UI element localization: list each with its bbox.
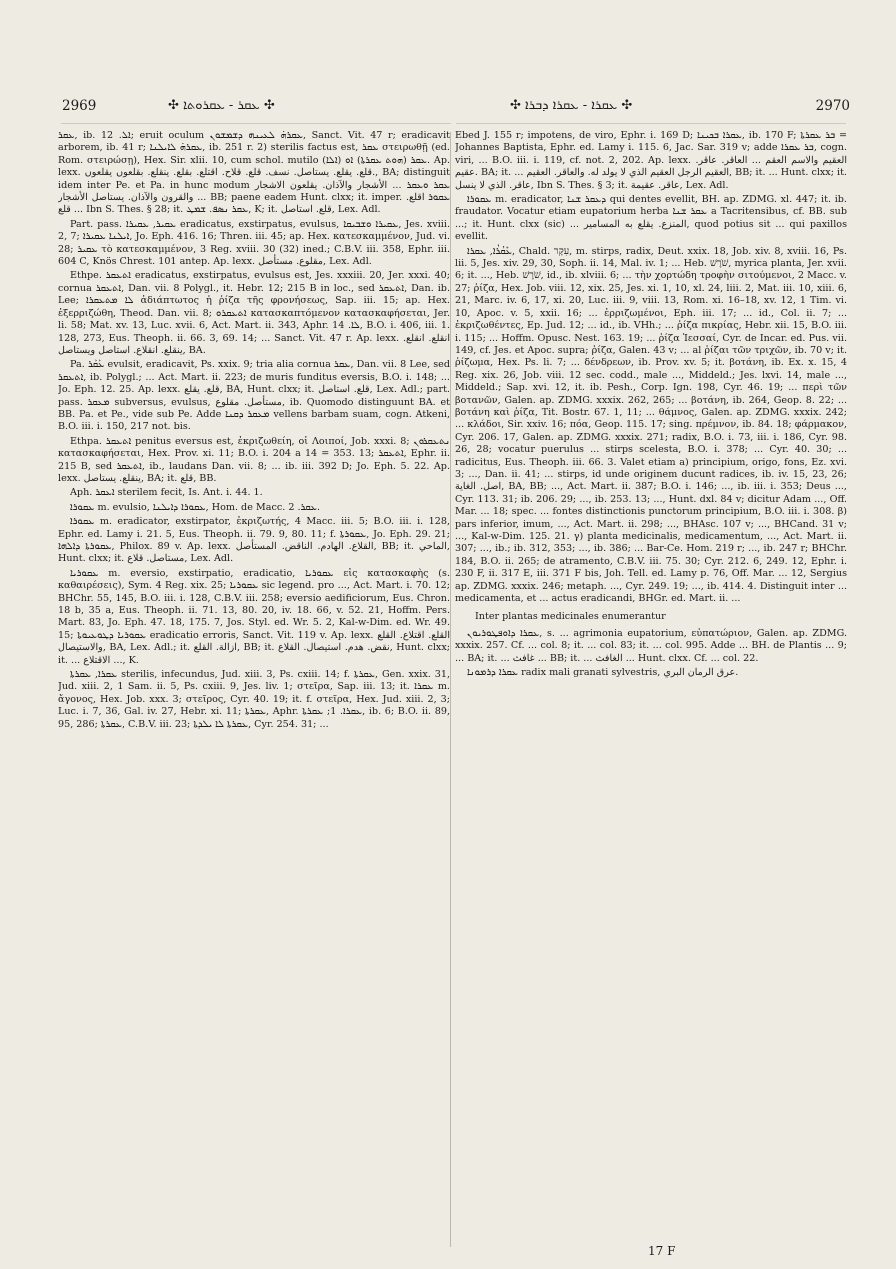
header-rule-right	[456, 123, 846, 124]
entry-paragraph: Aph. ܐܥܩܪ sterilem fecit, Is. Ant. i. 44. 1.	[70, 487, 263, 499]
page-number-left: 2969	[62, 98, 97, 114]
entry-paragraph: Part. pass. ܥܩܝܪ, ܥܩܝܪܐ eradicatus, exstirpatus, evulsus, ܥܩܝܪܐ ܘܫܒܝܩܐ, Jes. xviii. 2, 7; ܐܝܠܢܐ ܥܩܝܪܐ, Jo. Eph. 416. 16; Thren. iii. 45; ap. Hex. κατεσκαμμένον, Jud. vi. 28; ܥܩܝܪ τὸ κατεσκαμμένον, 3 Reg. xviii. 30 (32) ined.; C.B.V. iii. 358, Ephr. iii. 604 C, Knös Chrest. 101 antep. Ap. lexx. مقلوع. مستأصل, Lex. Adl.	[58, 218, 450, 268]
entry-paragraph: ܥܩܘܪܐ m. evulsio, ܥܩܘܪܐ ܕܐܝܠܢܐ, Hom. de Macc. ܥܩܪ. 2.	[70, 501, 321, 513]
entry-paragraph: ܥܩܪܐ ܕܪܡܘܢܐ radix mali granati sylvestris, عرق الرمان البري.	[467, 667, 739, 679]
entry-paragraph: Ebed J. 155 r; impotens, de viro, Ephr. i. 169 D; ܥܩܪܐ ܒܟܝܢܐ, ib. 170 F; ܒܪ ܥܩܪܬܐ = Johannes Baptista, Ephr. ed. Lamy i. 115. 6, Jac. Sar. 319 v; adde ܒܪ ܥܩܪܐ, cogn. viri, ... B.O. iii. i. 119, cf. not. 2, 202. Ap. lexx. العقيم والاسم العقم ... العاقر. عاقر. عقيم. BA; it. ... العقيم الرجل العقيم الذي لا يولد له. والعاقر. العقيم, BB; it. ... Hunt. clxx; it. عاقر. الذي لا ينسل, Ibn S. Thes. § 3; it. عاقر. عقيمة, Lex. Adl.	[455, 130, 847, 191]
entry-paragraph: ܥܩܘܪܐ m. eradicator, ܕܥܩܪ ܫܢܐ qui dentes evellit, BH. ap. ZDMG. xl. 447; it. ib. fraudator. Vocatur etiam eupatorium herba ܥܩܪ ܫܢܐ a Tacritensibus, cf. BB. sub ...; it. Hunt. clxx (sic) ... المنزع. يقلع به المسامير, quod potius sit ... qui paxillos evellit.	[455, 194, 847, 243]
right-column	[455, 130, 847, 1220]
header-rule-left	[61, 123, 451, 124]
running-head-left: ✣ ܥܩܪ - ܥܩܪܘܬܐ ✣	[168, 98, 275, 113]
entry-paragraph: ܥܩܪ, ib. ܐܠ. 12; eruit oculum ܥܩܪܗ̇ ܠܥܝܢܗ ܕܫܡܫܘܢ, Sanct. Vit. 47 r; eradicavit arborem, ib. 41 r; ܥܩܪܗ̇ ܠܐܝܠܢܐ, ib. 251 r. 2) sterilis factus est, ܥܩܪ στειρωθῇ (ed. Rom. στειρώσῃ), Hex. Sir. xlii. 10, cum schol. mutilo (ܐܠܐ) ܥܩܪ (ܗܘܬ ܥܩܪܬܐ) ܐܘ. Ap. lexx. قلع. يقلع. يستاصل. نسف. قلع. قلاح. اقتلع. بقلع. ينقلع. بقلعوں يقلعوں., BA; distinguit idem inter Pe. et Pa. in hunc modum ܥܩܪ ܘܥܩܪ ... الأشجار والآذان. يقلعون الاشجار والقرون والآذان. يستاصل الأشجار ... BB; paene eadem Hunt. clxx; it. imper. ܥܩܘܪ اقلع. قلع ... Ibn S. Thes. § 28; it. ܥܩܪ ܢܣܦ. ܫܡܛ, K; it. قلع. استاصل, Lex. Adl.	[58, 130, 450, 216]
entry-paragraph: ܥܶܩܳܪܳܐ, ܥܩܪܐ, Chald. עִקָּר, m. stirps, radix, Deut. xxix. 18, Job. xiv. 8, xviii. 16, Ps. lii. 5, Jes. xiv. 29, 30, Soph. ii. 14, Mal. iv. 1; ... Heb. שֹׁרֶשׁ, myrica planta, Jer. xvii. 6; it. ..., Heb. שֹׁרֶשׁ, id., ib. xlviii. 6; ... τὴν χορτώδη τροφὴν σιτούμενοι, 2 Macc. v. 27; ῥίζα, Hex. Job. viii. 12, xix. 25, Jes. xi. 1, 10, xl. 24, liii. 2, Mat. iii. 10, xiii. 6, 21, Marc. iv. 6, 17, xi. 20, Luc. iii. 9, viii. 13, Rom. xi. 16–18, xv. 12, 1 Tim. vi. 10, Apoc. v. 5, xxii. 16; ... ἐρριζωμένοι, Eph. iii. 17; ... id., Col. ii. 7; ... ἐκριζωθέντες, Ep. Jud. 12; ... id., ib. VHh.; ... ῥίζα πικρίας, Hebr. xii. 15, B.O. iii. i. 115; ... Hoffm. Opusc. Nest. 163. 19; ... ῥίζα Ἰεσσαί, Cyr. de Incar. ed. Pus. vii. 149, cf. Jes. et Apoc. supra; ῥίζα, Galen. 43 v; ... al ῥίζαι τῶν τριχῶν, ib. 70 v; it. ῥίζωμα, Hex. Ps. li. 7; ... δένδρεων, ib. Prov. xv. 5; it. βοτάνη, ib. Ex. x. 15, 4 Reg. xix. 26, Job. viii. 12 sec. codd., male ..., Middeld.; Jes. lxvi. 14, male ..., Middeld.; Sap. xvi. 12, it. ib. Pesh., Corp. Ign. 198, Cyr. 46. 19; ... περὶ τῶν βοτανῶν, Galen. ap. ZDMG. xxxix. 262, 265; ... βοτάνη, ib. 264, Geop. 8. 22; ... βοτάνη καὶ ῥίζα, Tit. Bostr. 67. 1, 11; ... θάμνος, Galen. ap. ZDMG. xxxix. 242; ... κλάδοι, Sir. xxiv. 16; πόα, Geop. 115. 17; sing. πρέμνον, ib. 84. 18; φάρμακον, Cyr. 206. 17, Galen. ap. ZDMG. xxxix. 271; radix, B.O. i. 73, iii. i. 186, Cyr. 98. 26, 28; vocatur puerulus ... stirps scelesta, B.O. i. 378; ... Cyr. 40. 30; ... radicitus, Eus. Theoph. iii. 66. 3. Valet etiam a) principium, origo, fons, Ez. xvi. 3; ..., Dan. ii. 41; ... stirps, id unde originem ducunt radices, ib. iv. 15, 23, 26; اصل. الغاية, BA, BB; ..., Act. Mart. ii. 387; B.O. i. 146; ..., ib. iii. i. 353; Deus ..., Cyr. 113. 31; ib. 206. 29; ..., ib. 253. 13; ..., Hunt. dxl. 84 v; dicitur Adam ..., Off. Mar. ... 18; spec. ... fontes distinctionis punctorum principium, B.O. iii. i. 308. β) pars inferior, imum, ..., Act. Mart. ii. 298; ..., BHAsc. 107 v; ..., BHCand. 31 v; ..., Kal-w-Dim. 125. 21. γ) planta medicinalis, medicamentum, ..., Act. Mart. ii. 307; ..., ib.; ib. 312, 353; ..., ib. 386; ... Bar-Ce. Hom. 219 r; ..., ib. 247 r; BHChr. 184, B.O. ii. 265; de atramento, C.B.V. iii. 75. 30; Cyr. 212. 6, 249. 12, Ephr. i. 230 F, ii. 317 E, iii. 371 F bis, Joh. Tell. ed. Lamy p. 76, Off. Mar. ... 12, Sergius ap. ZDMG. xxxix. 246; metaph. ..., Cyr. 249. 19; ..., ib. 414. 4. Distinguit inter ... medicamenta, et ... actus eradicandi, BHGr. ed. Mart. ii. ...	[455, 245, 847, 605]
page-number-right: 2970	[815, 98, 850, 114]
entry-paragraph: ܥܩܪܐ, ܥܩܪܬܐ sterilis, infecundus, Jud. xiii. 3, Ps. cxiii. 14; f. ܥܩܪܬܐ, Gen. xxix. 31, Jud. xiii. 2, 1 Sam. ii. 5, Ps. cxiii. 9, Jes. liv. 1; στεῖρα, Sap. iii. 13; it. ܥܩܪܐ m. ἄγονος, Hex. Job. xxx. 3; στεῖρος, Cyr. 40. 19; it. f. στεῖρα, Hex. Jud. xiii. 2, 3; Luc. i. 7, 36, Gal. iv. 27, Hebr. xi. 11; ܥܩܪܬܐ, Aphr. ܥܩܪܐ. 1; ܥܩܪܬܐ, ib. 6; B.O. ii. 89, 95, 286; ܥܩܪܬܐ, C.B.V. iii. 23; ܥܩܪܬܐ ܠܐ ܝܠܕܬܐ, Cyr. 254. 31; ...	[58, 669, 450, 730]
entry-paragraph: Pa. ܥܰܩܰܪ evulsit, eradicavit, Ps. xxix. 9; tria alia cornua ܥܩܪ, Dan. vii. 8 Lee, sed ܐܬܥܩܪ, ib. Polygl.; ... Act. Mart. ii. 223; de muris funditus eversis, B.O. i. 148; ... Jo. Eph. 12. 25. Ap. lexx. قلع. يقلع, BA, Hunt. clxx; it. قلع. استاصل, Lex. Adl.; part. pass. ܡܥܩܪ subversus, evulsus, مستأصل. مقلوع, ib. Quomodo distinguunt BA. et BB. Pa. et Pe., vide sub Pe. Adde ܡܥܩܪ ܕܩܢܐ vellens barbam suam, cogn. Atkeni, B.O. iii. i. 150, 217 not. bis.	[58, 359, 450, 433]
column-divider	[450, 132, 451, 1247]
entry-paragraph: ܥܩܘܪܐ m. eradicator, exstirpator, ἐκριζωτής, 4 Macc. iii. 5; B.O. iii. i. 128, Ephr. ed. Lamy i. 21. 5, Eus. Theoph. ii. 79. 9, 80. 11; f. ܥܩܘܪܬܐ, Jo. Eph. 29. 21; ܥܩܘܪܬܐ ܕܐܠܗܐ, Philox. 89 v. Ap. lexx. القلاع. الهادم. الناقض. المستأصل, BB; it. الماحي, Hunt. clxx; it. مستاصل. قلاع, Lex. Adl.	[58, 516, 450, 565]
entry-paragraph: ܥܩܪܐ ܕܐܘܦܛܘܪܝܘܢ, s. ... agrimonia eupatorium, εὐπατώριον, Galen. ap. ZDMG. xxxix. 257. Cf. ... col. 8; it. ... col. 83; it. ... col. 995. Adde ... BH. de Plantis ... 9; ... BA; it. ... غافث ... BB; it. ... الغافث ... Hunt. clxx. Cf. ... col. 22.	[455, 627, 847, 664]
signature-mark: 17 F	[648, 1244, 676, 1258]
entry-paragraph: Ethpa. ܐܬܥܩܪ penitus eversus est, ἐκριζωθείη, οἱ Λοιποί, Job. xxxi. 8; ܢܬܥܩܪܘܢ κατασκαφήσεται, Hex. Prov. xi. 11; B.O. i. 204 a 14 = 353. 13; ܐܬܥܩܪ, Ephr. ii. 215 B, sed ܐܬܥܩܪ, ib., laudans Dan. vii. 8; ... ib. iii. 392 D; Jo. Eph. 5. 22. Ap. lexx. ينقلع. يستاصل, BA; it. قلع, BB.	[58, 435, 450, 484]
entry-paragraph: ܥܩܘܪܝܐ m. eversio, exstirpatio, eradicatio, ܥܩܘܪܝܐ εἰς κατασκαφὴς (s. καθαιρέσεις), Sym. 4 Reg. xix. 25; ܥܩܘܪܝܐ sic legend. pro ..., Act. Mart. i. 70. 12; BHChr. 55, 145, B.O. iii. i. 128, C.B.V. iii. 258; eversio aedificiorum, Eus. Chron. 18 b, 35 a, Eus. Theoph. ii. 71. 13, 80. 20, iv. 18. 66, v. 52. 21, Hoffm. Pers. Mart. 83, Jo. Eph. 47. 18, 175. 7, Jos. Styl. ed. Wr. 5. 2, Kal-w-Dim. ed. Wr. 49. 15; ܥܩܘܪܝܐ ܕܛܘܥܝܘܬܐ eradicatio erroris, Sanct. Vit. 119 v. Ap. lexx. القلع. اقتلاع. القلع والاستيصال, BA, Lex. Adl.; it. ازالة. القلع, BB; it. نقض. هدم. استيصال. القلاع, Hunt. clxx; it. ... الاقتلاع ..., K.	[58, 567, 450, 666]
left-column	[58, 130, 450, 1220]
entry-paragraph: Ethpe. ܐܬܥܩܪ eradicatus, exstirpatus, evulsus est, Jes. xxxiii. 20, Jer. xxxi. 40; cornua ܐܬܥܩܪ, Dan. vii. 8 Polygl., it. Hebr. 12; 215 B in loc., sed ܐܬܥܩܪ, Dan. ib. Lee; ܠܐ ܡܬܥܩܪܐ ἀδιάπτωτος ἡ ῥίζα τῆς φρονήσεως, Sap. iii. 15; ap. Hex. ἐξερριζώθη, Theod. Dan. vii. 8; ܐܬܥܩܪܘ κατασκαπτόμενον κατασκαφήσεται, Jer. li. 58; Mat. xv. 13, Luc. xvii. 6, Act. Mart. ii. 343, Aphr. ܠܐ. 14, B.O. i. 406, iii. 1. 128, 273, Eus. Theoph. ii. 66. 3, 69. 14; ... Sanct. Vit. 47 r. Ap. lexx. انقلع. انقلع. ينقلع. انقلاع. استاصل ويستاصل, BA.	[58, 270, 450, 356]
section-heading: Inter plantas medicinales enumerantur	[475, 611, 666, 623]
running-head-right: ✣ ܥܩܪܐ - ܥܩܪܐ ܕܒܪܐ ✣	[510, 98, 633, 113]
